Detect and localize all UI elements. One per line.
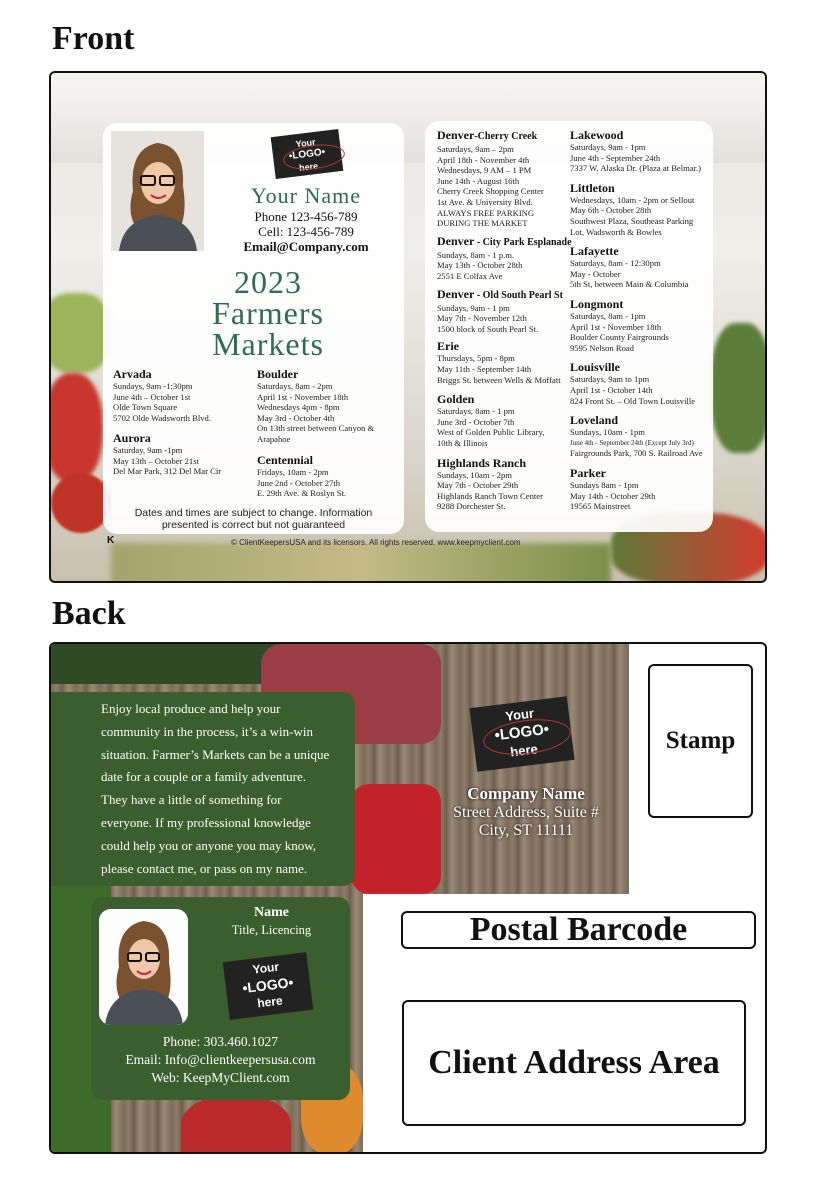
- back-agent-email: Email: Info@clientkeepersusa.com: [125, 1052, 316, 1067]
- market-line: April 1st - November 18th: [570, 321, 662, 332]
- market-line: E. 29th Ave. & Roslyn St.: [257, 488, 347, 499]
- stamp-box: Stamp: [648, 664, 753, 818]
- market-line: 7337 W. Alaska Dr. (Plaza at Belmar.): [570, 163, 702, 174]
- market-line: West of Golden Public Library,: [437, 427, 545, 438]
- market-aurora: [113, 431, 221, 477]
- market-line: Cherry Creek Shopping Center: [437, 186, 544, 197]
- disclaimer-line: presented is correct but not guaranteed: [161, 519, 346, 531]
- market-line: 824 Front St. – Old Town Louisville: [570, 395, 696, 406]
- market-entry: [570, 413, 703, 459]
- market-line: Fairgrounds Park, 700 S. Railroad Ave: [570, 448, 703, 459]
- back-agent-phone: Phone: 303.460.1027: [162, 1034, 279, 1049]
- market-line: Wednesdays, 9 AM – 1 PM: [437, 165, 532, 176]
- company-info: [431, 784, 621, 840]
- market-entry: [570, 360, 695, 406]
- market-line: Saturdays, 8am - 1pm: [570, 311, 646, 321]
- market-name-main: Denver: [437, 286, 475, 301]
- market-name: Arvada: [113, 367, 152, 381]
- front-card: [49, 71, 767, 583]
- market-line: Saturdays, 9am – 2pm: [437, 144, 514, 154]
- market-name: [437, 287, 563, 303]
- logo-text-here: here: [509, 741, 539, 760]
- back-card: [49, 642, 767, 1154]
- market-line: Fridays, 10am - 2pm: [257, 467, 329, 477]
- logo-text-here: here: [298, 160, 319, 174]
- market-line: June 2nd - October 27th: [257, 477, 341, 488]
- intro-line: everyone. If my professional knowledge: [101, 814, 311, 830]
- market-line: 2551 E Colfax Ave: [437, 270, 503, 281]
- market-line: 1st Ave. & University Blvd.: [437, 196, 533, 207]
- back-heading: Back: [52, 595, 126, 632]
- market-name-sub: - City Park Esplanade: [474, 236, 572, 248]
- market-line: June 14th - August 16th: [437, 175, 520, 186]
- market-line: DURING THE MARKET: [437, 218, 528, 229]
- market-line: April 1st - November 18th: [257, 391, 349, 402]
- market-line: Saturdays, 9am to 1pm: [570, 374, 650, 385]
- agent-panel: [103, 123, 404, 534]
- agent-photo: [99, 909, 188, 1025]
- market-line: Thursdays, 5pm - 8pm: [437, 353, 515, 364]
- market-line: Sundays, 9am -1:30pm: [113, 381, 193, 391]
- market-entry: [437, 128, 544, 229]
- produce-red: [49, 373, 103, 483]
- market-name: Centennial: [257, 453, 314, 467]
- market-line: Highlands Ranch Town Center: [437, 490, 543, 501]
- market-line: 5th St, between Main & Columbia: [570, 279, 689, 290]
- market-line: 9288 Dorchester St.: [437, 501, 506, 512]
- agent-card: [91, 897, 350, 1100]
- market-boulder: [257, 367, 374, 445]
- market-name-sub: - Old South Pearl St: [474, 289, 563, 301]
- market-line: May - October: [570, 268, 621, 279]
- market-line: April 18th - November 4th: [437, 154, 530, 165]
- market-name-main: Highlands Ranch: [437, 455, 527, 470]
- market-arvada: [113, 367, 211, 423]
- logo-text-your: Your: [504, 705, 535, 724]
- market-line: Saturdays, 8am - 12:30pm: [570, 258, 661, 269]
- produce-leaf: [711, 323, 767, 453]
- logo-text-here: here: [256, 993, 284, 1011]
- market-name-main: Erie: [437, 339, 459, 354]
- agent-email: Email@Company.com: [243, 239, 369, 254]
- market-line: May 13th - October 28th: [437, 260, 523, 271]
- back-agent-title: Title, Licencing: [231, 923, 312, 937]
- market-line: On 13th street between Canyon &: [257, 423, 375, 434]
- intro-line: date for a couple or a family adventure.: [101, 769, 307, 785]
- market-line: May 13th – October 21st: [113, 455, 199, 466]
- company-street: Street Address, Suite #: [453, 804, 599, 821]
- intro-line: Enjoy local produce and help your: [101, 701, 281, 716]
- market-entry: [437, 339, 561, 385]
- market-line: Sundays, 8am - 1 p.m.: [437, 249, 515, 260]
- market-name-main: Golden: [437, 392, 475, 407]
- market-name: [570, 297, 669, 311]
- market-line: Saturdays, 8am - 2pm: [257, 381, 333, 391]
- market-line: 10th & Illinois: [437, 437, 488, 448]
- agent-photo: [111, 131, 204, 251]
- market-line: June 4th – October 1st: [113, 391, 191, 402]
- client-address-box: Client Address Area: [402, 1000, 746, 1126]
- title-line2: Farmers: [212, 295, 324, 331]
- logo-text-logo: •LOGO•: [288, 146, 326, 163]
- front-heading: Front: [52, 20, 135, 57]
- market-line: Wednesdays, 10am - 2pm or Sellout: [570, 194, 695, 205]
- market-line: June 3rd - October 7th: [437, 416, 515, 427]
- market-line: 1500 block of South Pearl St.: [437, 323, 539, 334]
- produce-tomato: [51, 473, 111, 533]
- market-name: [570, 466, 655, 480]
- market-line: May 7th - November 12th: [437, 313, 527, 324]
- intro-line: situation. Farmer’s Markets can be a unique: [101, 746, 330, 762]
- market-name: [570, 181, 694, 195]
- logo-text-your: Your: [295, 136, 317, 150]
- market-name: [437, 392, 544, 406]
- logo-text-logo: •LOGO•: [241, 973, 295, 997]
- logo-text-logo: •LOGO•: [493, 720, 550, 745]
- market-centennial: [257, 453, 346, 499]
- title-year: 2023: [234, 264, 302, 300]
- market-line: Lot, Wadsworth & Bowles: [570, 226, 662, 237]
- market-line: June 4th - September 24th (Except July 3rd): [570, 438, 694, 447]
- market-entry: [570, 297, 669, 353]
- tomato-crate: [351, 784, 441, 894]
- market-name: [437, 128, 544, 144]
- market-entry: [437, 234, 572, 282]
- intro-line: could help you or anyone you may know,: [101, 837, 317, 853]
- market-line: April 1st - October 14th: [570, 384, 653, 395]
- market-name-main: Lakewood: [570, 128, 624, 142]
- market-name-main: Parker: [570, 466, 606, 480]
- produce-row: [111, 543, 611, 583]
- back-agent-name: Name: [254, 905, 289, 920]
- agent-phone: Phone 123-456-789: [254, 209, 358, 224]
- market-line: May 3rd - October 4th: [257, 412, 335, 423]
- market-list-panel: [425, 121, 713, 532]
- agent-contact: [209, 209, 403, 254]
- market-entry: [570, 128, 701, 174]
- market-name-main: Longmont: [570, 297, 624, 311]
- intro-line: They have a little of something for: [101, 792, 282, 808]
- market-name: Boulder: [257, 367, 299, 381]
- market-name: [437, 339, 561, 353]
- market-line: May 7th - October 29th: [437, 480, 519, 491]
- market-line: Saturdays, 9am - 1pm: [570, 142, 646, 152]
- market-line: Sundays, 10am - 1pm: [570, 427, 645, 438]
- apples: [181, 1094, 291, 1154]
- company-name: Company Name: [467, 784, 585, 803]
- market-name: [437, 234, 572, 250]
- market-line: Briggs St. between Wells & Moffatt: [437, 374, 561, 385]
- postal-barcode-box: Postal Barcode: [401, 911, 756, 949]
- agent-name: Your Name: [250, 183, 362, 208]
- market-line: Saturdays, 8am - 1 pm: [437, 406, 515, 417]
- market-entry: [437, 392, 544, 448]
- logo-text-your: Your: [251, 959, 280, 977]
- intro-line: community in the process, it’s a win-win: [101, 723, 313, 739]
- flyer-title: [173, 264, 363, 362]
- copyright-text: © ClientKeepersUSA and its licensors. All rights reserved. www.keepmyclient.com: [231, 538, 521, 547]
- market-line: ALWAYS FREE PARKING: [437, 207, 535, 218]
- agent-logo-placeholder: [223, 952, 313, 1020]
- market-line: 5702 Olde Wadsworth Blvd.: [113, 412, 211, 423]
- market-entry: [570, 466, 655, 512]
- market-line: Saturday, 9am -1pm: [113, 445, 183, 455]
- market-name: [570, 128, 701, 142]
- market-name-main: Littleton: [570, 180, 615, 195]
- market-entry: [437, 456, 543, 512]
- market-name: [570, 360, 695, 374]
- market-name-main: Lafayette: [570, 244, 619, 259]
- market-line: Wednesdays 4pm - 8pm: [257, 402, 340, 413]
- disclaimer-line: Dates and times are subject to change. Information: [134, 507, 373, 519]
- market-line: Sundays, 10am - 2pm: [437, 469, 512, 480]
- market-entry: [570, 181, 694, 237]
- agent-cell: Cell: 123-456-789: [258, 224, 354, 239]
- market-name: Aurora: [113, 431, 151, 445]
- intro-text: [101, 698, 350, 880]
- market-name: [570, 413, 703, 427]
- market-line: Sundays, 9am - 1 pm: [437, 302, 510, 313]
- disclaimer: [109, 507, 398, 531]
- market-line: May 14th - October 29th: [570, 490, 656, 501]
- market-line: June 4th - September 24th: [570, 152, 661, 163]
- market-name-main: Denver: [437, 233, 475, 248]
- market-line: May 6th - October 28th: [570, 205, 652, 216]
- market-entry: [570, 244, 688, 290]
- market-name-sub: -Cherry Creek: [474, 131, 538, 142]
- market-line: Arapahoe: [257, 433, 291, 444]
- back-agent-web: Web: KeepMyClient.com: [151, 1070, 290, 1085]
- market-line: 19565 Mainstreet: [570, 501, 631, 512]
- produce-green: [49, 293, 111, 373]
- market-line: Olde Town Square: [113, 402, 178, 413]
- back-agent-contact: [91, 1033, 350, 1087]
- market-name-main: Loveland: [570, 413, 619, 428]
- intro-box: [51, 692, 355, 886]
- k-logo-mark: K: [107, 535, 115, 546]
- market-line: Sundays 8am - 1pm: [570, 480, 639, 490]
- herbs-top: [51, 644, 281, 684]
- market-line: May 11th - September 14th: [437, 363, 532, 374]
- market-name: [437, 456, 543, 470]
- market-line: 9595 Nelson Road: [570, 342, 634, 353]
- market-line: Boulder County Fairgrounds: [570, 332, 669, 343]
- market-name: [570, 244, 688, 258]
- market-name-main: Denver: [437, 128, 475, 142]
- title-line3: Markets: [212, 326, 324, 362]
- intro-line: please contact me, or pass on my name.: [101, 860, 308, 876]
- market-line: Del Mar Park, 312 Del Mar Cir: [113, 466, 222, 477]
- market-name-main: Louisville: [570, 360, 621, 375]
- company-city: City, ST 11111: [478, 822, 574, 839]
- market-entry: [437, 287, 563, 335]
- market-line: Southwest Plaza, Southeast Parking: [570, 215, 694, 226]
